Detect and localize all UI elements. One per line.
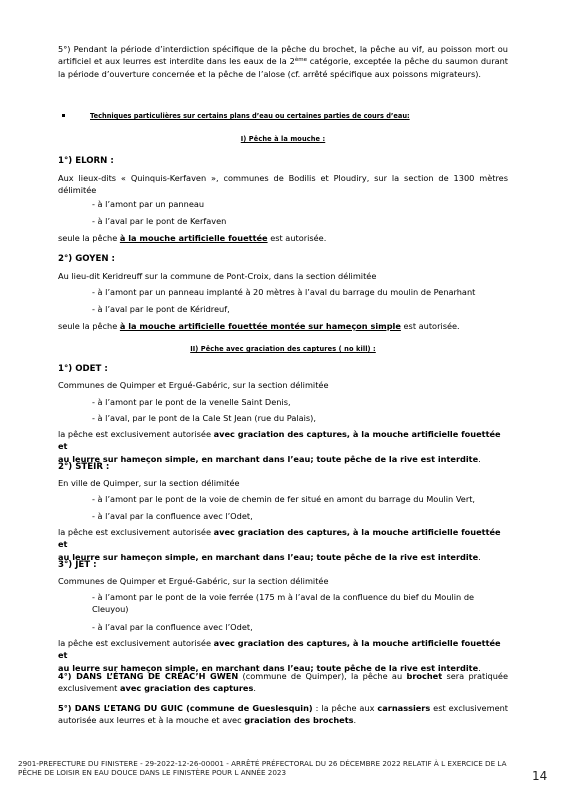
elorn-rule: seule la pêche à la mouche artificielle fouettée est autorisée. [58,233,327,243]
page-number: 14 [532,769,548,783]
part1-title: I) Pêche à la mouche : [240,135,326,143]
odet-heading: 1°) ODET : [58,364,108,374]
elorn-heading: 1°) ELORN : [58,156,114,166]
goyen-item-downstream: - à l’aval par le pont de Kéridreuf, [92,304,230,314]
creach-gwen-paragraph: 4°) DANS L’ÉTANG DE CRÉAC’H GWEN (commune de Quimper), la pêche au brochet sera pratiquée exclusivement avec graciation des captures. [58,671,508,694]
steir-heading: 2°) STEIR : [58,462,110,472]
steir-item-downstream: - à l’aval par la confluence avec l’Odet, [92,511,253,521]
jet-rule: la pêche est exclusivement autorisée avec graciation des captures, à la mouche artificielle fouettée et au leurre sur hameçon simple, en marchant dans l’eau; toute pêche de la rive est interdite. [58,638,501,673]
elorn-description: Aux lieux-dits « Quinquis-Kerfaven », communes de Bodilis et Ploudiry, sur la section de 1300 mètres délimitée [58,173,508,196]
jet-heading: 3°) JET : [58,560,97,570]
jet-item-downstream: - à l’aval par la confluence avec l’Odet, [92,622,253,632]
bullet-square-icon [62,114,65,117]
steir-rule: la pêche est exclusivement autorisée avec graciation des captures, à la mouche artificielle fouettée et au leurre sur hameçon simple, en marchant dans l’eau; toute pêche de la rive est interdite. [58,527,501,562]
footer-line-1: 2901-PREFECTURE DU FINISTERE - 29-2022-12-26-00001 - ARRÊTÉ PRÉFECTORAL DU 26 DÉCEMBRE 2022 RELATIF À L EXERCICE DE LA [18,759,507,768]
section-title: Techniques particulières sur certains plans d’eau ou certaines parties de cours d’eau: [90,112,410,120]
page-footer [18,759,508,777]
goyen-rule: seule la pêche à la mouche artificielle fouettée montée sur hameçon simple est autorisée. [58,321,460,331]
intro-paragraph: 5°) Pendant la période d’interdiction spécifique de la pêche du brochet, la pêche au vif, au poisson mort ou artificiel et aux leurres est interdite dans les eaux de la 2ème catégorie, exceptée la pêche du saumon durant la période d’ouverture concernée et la pêche de l’alose (cf. arrêté spécifique aux poissons migrateurs). [58,44,508,79]
footer-line-2: PÊCHE DE LOISIR EN EAU DOUCE DANS LE FINISTÈRE POUR L ANNÉE 2023 [18,768,287,777]
odet-description: Communes de Quimper et Ergué-Gabéric, sur la section délimitée [58,380,329,390]
elorn-item-downstream: - à l’aval par le pont de Kerfaven [92,216,227,226]
goyen-item-upstream: - à l’amont par un panneau implanté à 20 mètres à l’aval du barrage du moulin de Penarhant [92,287,476,297]
odet-item-downstream: - à l’aval, par le pont de la Cale St Jean (rue du Palais), [92,413,316,423]
odet-item-upstream: - à l’amont par le pont de la venelle Saint Denis, [92,397,291,407]
guic-paragraph: 5°) DANS L’ETANG DU GUIC (commune de Gueslesquin) : la pêche aux carnassiers est exclusivement autorisée aux leurres et à la mouche et avec graciation des brochets. [58,703,509,726]
part2-title: II) Pêche avec graciation des captures ( no kill) : [190,345,376,353]
steir-description: En ville de Quimper, sur la section délimitée [58,478,240,488]
steir-item-upstream: - à l’amont par le pont de la voie de chemin de fer situé en amont du barrage du Moulin Vert, [92,494,476,504]
jet-item-upstream: - à l’amont par le pont de la voie ferrée (175 m à l’aval de la confluence du bief du Moulin de Cleuyou) [92,592,475,615]
elorn-item-upstream: - à l’amont par un panneau [92,199,205,209]
goyen-heading: 2°) GOYEN : [58,254,115,264]
goyen-description: Au lieu-dit Keridreuff sur la commune de Pont-Croix, dans la section délimitée [58,271,377,281]
odet-rule: la pêche est exclusivement autorisée avec graciation des captures, à la mouche artificielle fouettée et au leurre sur hameçon simple, en marchant dans l’eau; toute pêche de la rive est interdite. [58,429,501,464]
jet-description: Communes de Quimper et Ergué-Gabéric, sur la section délimitée [58,576,329,586]
